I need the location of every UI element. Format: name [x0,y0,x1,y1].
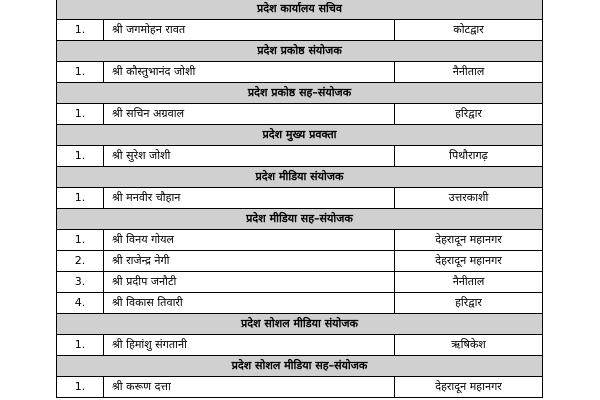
member-location: देहरादून महानगर [395,230,543,251]
section-header-row [57,0,543,20]
section-header-row [57,41,543,62]
section-title: प्रदेश मुख्य प्रवक्ता [57,125,543,146]
section-header-row [57,356,543,377]
member-location: उत्तरकाशी [395,188,543,209]
member-location: पिथौरागढ़ [395,146,543,167]
serial-number: 1. [57,335,104,356]
member-name: श्री मनवीर चौहान [104,188,395,209]
member-location: नैनीताल [395,62,543,83]
table-row [57,188,543,209]
section-title: प्रदेश प्रकोष्ठ संयोजक [57,41,543,62]
member-name: श्री कौस्तुभानंद जोशी [104,62,395,83]
member-name: श्री सचिन अग्रवाल [104,104,395,125]
serial-number: 1. [57,146,104,167]
member-name: श्री विकास तिवारी [104,293,395,314]
section-header-row [57,314,543,335]
member-location: ऋषिकेश [395,335,543,356]
table-row [57,230,543,251]
table-row [57,146,543,167]
table-row [57,20,543,41]
serial-number: 1. [57,104,104,125]
member-name: श्री सुरेश जोशी [104,146,395,167]
member-name: श्री राजेन्द्र नेगी [104,251,395,272]
table-row [57,104,543,125]
serial-number: 3. [57,272,104,293]
section-header-row [57,125,543,146]
table-row [57,62,543,83]
section-title: प्रदेश मीडिया सह–संयोजक [57,209,543,230]
table-body [57,0,543,398]
table-row [57,293,543,314]
section-title: प्रदेश सोशल मीडिया संयोजक [57,314,543,335]
serial-number: 1. [57,188,104,209]
serial-number: 1. [57,377,104,398]
table-row [57,335,543,356]
section-header-row [57,167,543,188]
section-title: प्रदेश कार्यालय सचिव [57,0,543,20]
member-location: नैनीताल [395,272,543,293]
member-location: देहरादून महानगर [395,377,543,398]
member-name: श्री करूण दत्ता [104,377,395,398]
serial-number: 4. [57,293,104,314]
serial-number: 1. [57,230,104,251]
member-location: देहरादून महानगर [395,251,543,272]
member-name: श्री हिमांशु संगतानी [104,335,395,356]
table-row [57,377,543,398]
serial-number: 2. [57,251,104,272]
member-name: श्री विनय गोयल [104,230,395,251]
office-bearers-table [56,0,543,398]
table-row [57,251,543,272]
member-name: श्री जगमोहन रावत [104,20,395,41]
section-header-row [57,209,543,230]
serial-number: 1. [57,20,104,41]
member-location: कोटद्वार [395,20,543,41]
member-name: श्री प्रदीप जनौटी [104,272,395,293]
section-title: प्रदेश सोशल मीडिया सह–संयोजक [57,356,543,377]
member-location: हरिद्वार [395,104,543,125]
section-title: प्रदेश प्रकोष्ठ सह–संयोजक [57,83,543,104]
serial-number: 1. [57,62,104,83]
table-row [57,272,543,293]
member-location: हरिद्वार [395,293,543,314]
section-title: प्रदेश मीडिया संयोजक [57,167,543,188]
section-header-row [57,83,543,104]
